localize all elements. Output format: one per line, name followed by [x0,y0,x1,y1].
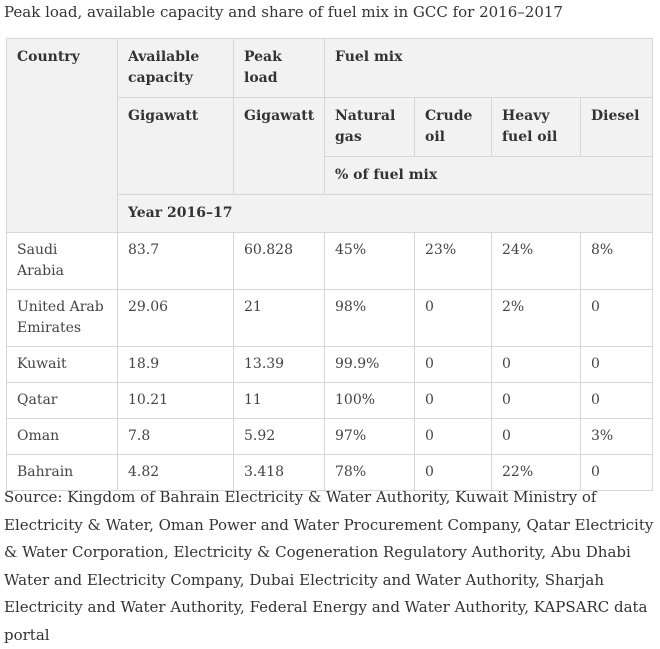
cell-capacity: 29.06 [118,290,234,347]
table-row [7,419,653,455]
header-row [7,39,653,98]
cell-crude-oil: 0 [415,290,492,347]
cell-capacity: 10.21 [118,383,234,419]
cell-natural-gas: 97% [325,419,415,455]
header-country: Country [7,39,118,233]
cell-peak-load: 3.418 [234,455,325,491]
header-fuel-mix: Fuel mix [325,39,653,98]
header-diesel: Diesel [581,98,653,157]
cell-capacity: 4.82 [118,455,234,491]
cell-crude-oil: 0 [415,347,492,383]
cell-natural-gas: 45% [325,233,415,290]
table-row [7,290,653,347]
cell-country: Kuwait [7,347,118,383]
data-table-container [6,38,652,491]
header-year: Year 2016–17 [118,195,653,233]
cell-country: Oman [7,419,118,455]
table-row [7,233,653,290]
header-unit-peak: Gigawatt [234,98,325,195]
cell-capacity: 83.7 [118,233,234,290]
table-caption: Peak load, available capacity and share of fuel mix in GCC for 2016–2017 [4,3,563,21]
cell-diesel: 0 [581,290,653,347]
cell-heavy-fuel-oil: 2% [492,290,581,347]
cell-crude-oil: 0 [415,419,492,455]
header-heavy-fuel-oil: Heavy fuel oil [492,98,581,157]
source-note: Source: Kingdom of Bahrain Electricity & Water Authority, Kuwait Ministry of Electricity & Water, Oman Power and Water Procurement Company, Qatar Electricity & Water Corporation, Electricity & Cogeneration Regulatory Authority, Abu Dhabi Water and Electricity Company, Dubai Electricity and Water Authority, Sharjah Electricity and Water Authority, Federal Energy and Water Authority, KAPSARC data portal [4,488,654,644]
cell-diesel: 0 [581,455,653,491]
gcc-fuel-mix-table [6,38,653,491]
cell-diesel: 0 [581,383,653,419]
cell-natural-gas: 100% [325,383,415,419]
cell-country: Qatar [7,383,118,419]
cell-peak-load: 11 [234,383,325,419]
cell-capacity: 18.9 [118,347,234,383]
header-peak-load: Peak load [234,39,325,98]
cell-natural-gas: 78% [325,455,415,491]
cell-diesel: 0 [581,347,653,383]
cell-heavy-fuel-oil: 0 [492,383,581,419]
table-row [7,383,653,419]
cell-crude-oil: 0 [415,455,492,491]
cell-country: Saudi Arabia [7,233,118,290]
header-unit-capacity: Gigawatt [118,98,234,195]
cell-heavy-fuel-oil: 0 [492,419,581,455]
cell-peak-load: 5.92 [234,419,325,455]
cell-country: Bahrain [7,455,118,491]
cell-crude-oil: 23% [415,233,492,290]
cell-diesel: 8% [581,233,653,290]
cell-capacity: 7.8 [118,419,234,455]
cell-peak-load: 13.39 [234,347,325,383]
cell-natural-gas: 99.9% [325,347,415,383]
header-natural-gas: Natural gas [325,98,415,157]
table-row [7,347,653,383]
cell-crude-oil: 0 [415,383,492,419]
header-crude-oil: Crude oil [415,98,492,157]
cell-country: United Arab Emirates [7,290,118,347]
header-pct-fuel-mix: % of fuel mix [325,157,653,195]
table-header [7,39,653,233]
cell-natural-gas: 98% [325,290,415,347]
header-available-capacity: Available capacity [118,39,234,98]
cell-diesel: 3% [581,419,653,455]
cell-heavy-fuel-oil: 24% [492,233,581,290]
cell-heavy-fuel-oil: 22% [492,455,581,491]
cell-heavy-fuel-oil: 0 [492,347,581,383]
cell-peak-load: 60.828 [234,233,325,290]
table-body [7,233,653,491]
cell-peak-load: 21 [234,290,325,347]
